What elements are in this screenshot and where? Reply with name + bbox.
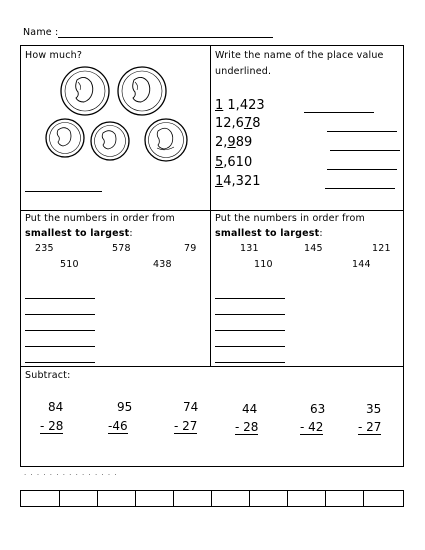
order-right-answer-line[interactable] — [215, 298, 285, 299]
coins-illustration — [20, 58, 210, 168]
score-box[interactable] — [363, 490, 404, 507]
place-value-number-5: 14,321 — [215, 174, 261, 189]
name-label: Name : — [23, 27, 59, 38]
name-field[interactable] — [58, 37, 273, 38]
order-right-number: 121 — [372, 243, 391, 254]
grid-divider-v — [210, 45, 211, 366]
order-right-number: 110 — [254, 259, 273, 270]
dime-icon — [46, 119, 84, 157]
subtract-bottom-number: - 27 — [358, 420, 382, 434]
score-box[interactable] — [20, 490, 59, 507]
coins-answer-line[interactable] — [25, 191, 102, 192]
score-box[interactable] — [135, 490, 173, 507]
score-box[interactable] — [211, 490, 249, 507]
place-value-number-2: 12,678 — [215, 116, 261, 131]
order-right-instruction: Put the numbers in order from — [215, 213, 365, 224]
place-value-answer-line[interactable] — [327, 169, 397, 170]
order-left-number: 438 — [153, 259, 172, 270]
quarter-icon — [118, 67, 166, 115]
score-box[interactable] — [59, 490, 97, 507]
subtract-top-number: 35 — [366, 402, 382, 416]
grid-divider-h1 — [20, 210, 404, 211]
order-left-answer-line[interactable] — [25, 346, 95, 347]
score-box[interactable] — [325, 490, 363, 507]
order-right-number: 144 — [352, 259, 371, 270]
order-right-number: 145 — [304, 243, 323, 254]
subtract-bottom-number: - 28 — [235, 420, 259, 434]
score-box[interactable] — [249, 490, 287, 507]
nickel-icon — [145, 119, 187, 161]
order-left-number: 79 — [184, 243, 197, 254]
subtract-top-number: 63 — [310, 402, 326, 416]
footer-dots: . . . . . . . . . . . . . . . — [24, 469, 118, 477]
order-right-answer-line[interactable] — [215, 330, 285, 331]
subtract-top-number: 95 — [117, 400, 133, 414]
place-value-answer-line[interactable] — [330, 150, 400, 151]
order-right-emphasis: smallest to largest: — [215, 228, 323, 239]
order-left-number: 510 — [60, 259, 79, 270]
order-left-answer-line[interactable] — [25, 314, 95, 315]
order-right-answer-line[interactable] — [215, 314, 285, 315]
order-left-number: 235 — [35, 243, 54, 254]
order-right-answer-line[interactable] — [215, 346, 285, 347]
place-value-number-3: 2,989 — [215, 135, 253, 150]
subtract-bottom-number: - 27 — [174, 419, 198, 433]
score-box[interactable] — [97, 490, 135, 507]
coins-question: How much? — [25, 50, 83, 61]
order-right-number: 131 — [240, 243, 259, 254]
order-left-number: 578 — [112, 243, 131, 254]
subtract-bottom-number: - 28 — [40, 419, 64, 433]
grid-divider-h2 — [20, 366, 404, 367]
order-left-answer-line[interactable] — [25, 362, 95, 363]
quarter-icon — [61, 67, 109, 115]
place-value-answer-line[interactable] — [304, 112, 374, 113]
dime-icon — [91, 122, 129, 160]
order-left-emphasis: smallest to largest: — [25, 228, 133, 239]
subtract-bottom-number: - 42 — [300, 420, 324, 434]
subtract-bottom-number: -46 — [108, 419, 128, 433]
place-value-instruction-1: Write the name of the place value — [215, 50, 384, 61]
order-left-instruction: Put the numbers in order from — [25, 213, 175, 224]
subtract-label: Subtract: — [25, 370, 71, 381]
order-right-answer-line[interactable] — [215, 362, 285, 363]
place-value-answer-line[interactable] — [325, 188, 395, 189]
place-value-number-1: 1 1,423 — [215, 98, 265, 113]
subtract-top-number: 84 — [48, 400, 64, 414]
score-box[interactable] — [287, 490, 325, 507]
place-value-answer-line[interactable] — [327, 131, 397, 132]
place-value-number-4: 5,610 — [215, 155, 253, 170]
order-left-answer-line[interactable] — [25, 298, 95, 299]
order-left-answer-line[interactable] — [25, 330, 95, 331]
subtract-top-number: 74 — [183, 400, 199, 414]
score-box[interactable] — [173, 490, 211, 507]
place-value-instruction-2: underlined. — [215, 66, 272, 77]
subtract-top-number: 44 — [242, 402, 258, 416]
